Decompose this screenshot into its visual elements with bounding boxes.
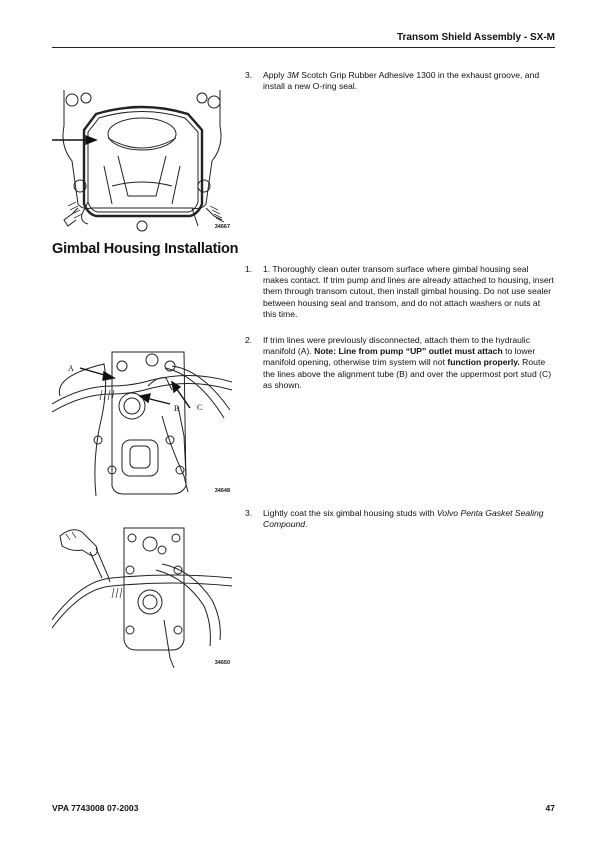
step-number: 3. <box>245 508 253 518</box>
brand-name: 3M <box>286 70 299 80</box>
figure-coat-studs <box>52 520 234 670</box>
page-number: 47 <box>545 803 555 813</box>
step-text-start: If trim lines were previously disconnected, attach them to the hydraulic manifold (A). <box>263 335 531 357</box>
callout-b: B <box>174 404 180 413</box>
step-number: 1. <box>245 264 253 274</box>
coat-studs-illustration <box>52 520 234 670</box>
step-text-end: Route the lines above the alignment tube (B) and over the uppermost port stud (C) as shown. <box>263 357 552 390</box>
callout-c: C <box>197 403 203 412</box>
note-text-continued: function properly. <box>447 357 520 368</box>
figure-number: 34648 <box>214 488 230 494</box>
step-text <box>263 335 555 391</box>
step-text-start: Lightly coat the six gimbal housing studs with <box>263 508 437 518</box>
trim-line-illustration <box>52 346 234 498</box>
step-apply-adhesive <box>245 70 555 94</box>
step-text <box>263 508 555 530</box>
note-text: Note: Line from pump “UP” outlet must attach <box>314 346 503 357</box>
section-heading: Gimbal Housing Installation <box>52 241 239 257</box>
footer-document-code: VPA 7743008 07-2003 <box>52 803 139 813</box>
header-title: Transom Shield Assembly - SX-M <box>396 32 555 43</box>
figure-trim-line-routing <box>52 346 234 498</box>
step-text-end: . <box>305 519 308 530</box>
figure-oring-seal <box>52 86 234 236</box>
step-text-middle: to lower manifold opening, otherwise trim system will not <box>263 346 536 368</box>
step-number: 3. <box>245 70 253 80</box>
step-number: 2. <box>245 335 253 345</box>
callout-a: A <box>68 364 74 373</box>
step-text-start: Apply <box>263 70 287 80</box>
step-coat-studs <box>245 508 555 532</box>
figure-number: 34667 <box>214 224 230 230</box>
step-text: 1. Thoroughly clean outer transom surface where gimbal housing seal makes contact. If trim pump and lines are already attached to housing, insert them through transom cutout, then install gimbal housing. Do not use sealer between housing seal and transom, and do not attach washers or nuts at this time. <box>263 264 554 319</box>
product-name: Volvo Penta Gasket Sealing Compound <box>263 508 544 530</box>
step-attach-trim-lines <box>245 335 555 395</box>
figure-number: 34650 <box>214 660 230 666</box>
step-text-end: Scotch Grip Rubber Adhesive 1300 in the exhaust groove, and install a new O-ring seal. <box>263 70 540 92</box>
oring-seal-illustration <box>52 86 234 236</box>
header-rule <box>52 47 555 48</box>
step-clean-transom <box>245 264 555 322</box>
step-text <box>263 70 555 92</box>
